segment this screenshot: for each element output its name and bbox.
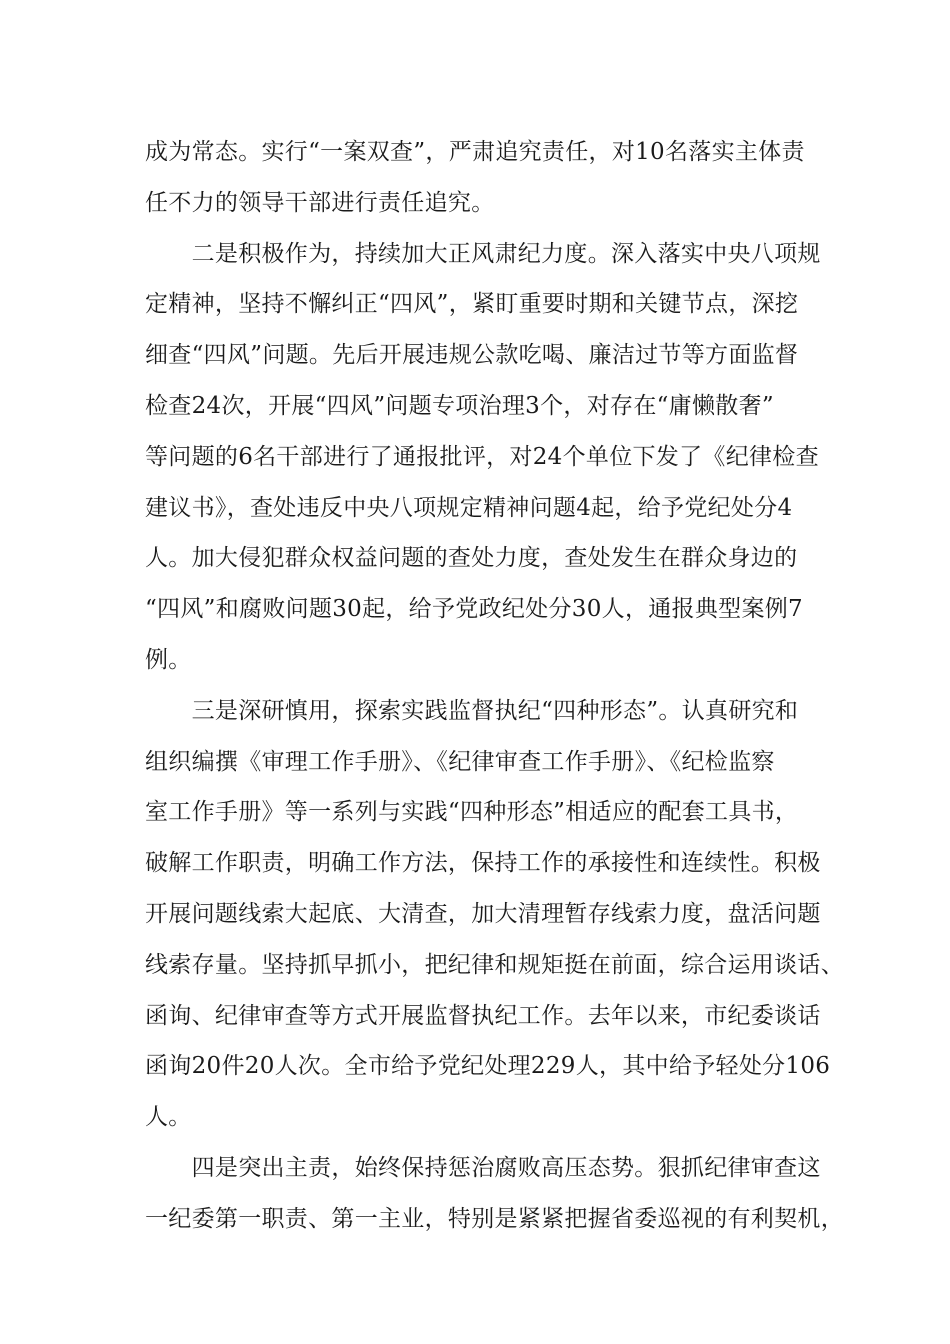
text-line: 开展问题线索大起底、大清查，加大清理暂存线索力度，盘活问题: [145, 900, 821, 927]
text-line: 组织编撰《审理工作手册》、《纪律审查工作手册》、《纪检监察: [145, 748, 775, 775]
text-line: 函询20件20人次。全市给予党纪处理229人，其中给予轻处分106: [145, 1053, 831, 1080]
text-line: 建议书》，查处违反中央八项规定精神问题4起，给予党纪处分4: [145, 494, 793, 521]
text-line: 例。: [145, 646, 192, 673]
document-body: [145, 127, 844, 1245]
text-line: 函询、纪律审查等方式开展监督执纪工作。去年以来，市纪委谈话: [145, 1002, 821, 1029]
text-line: 三是深研慎用，探索实践监督执纪“四种形态”。认真研究和: [145, 697, 799, 724]
text-line: 定精神，坚持不懈纠正“四风”，紧盯重要时期和关键节点，深挖: [145, 291, 799, 318]
text-line: 等问题的6名干部进行了通报批评，对24个单位下发了《纪律检查: [145, 443, 819, 470]
text-line: “四风”和腐败问题30起，给予党政纪处分30人，通报典型案例7: [145, 596, 803, 623]
text-line: 二是积极作为，持续加大正风肃纪力度。深入落实中央八项规: [145, 240, 821, 267]
text-line: 成为常态。实行“一案双查”，严肃追究责任，对10名落实主体责: [145, 139, 805, 165]
text-line: 一纪委第一职责、第一主业，特别是紧紧把握省委巡视的有利契机，: [145, 1205, 844, 1232]
text-line: 室工作手册》等一系列与实践“四种形态”相适应的配套工具书，: [145, 799, 799, 826]
text-line: 人。: [145, 1104, 192, 1131]
text-line: 四是突出主责，始终保持惩治腐败高压态势。狠抓纪律审查这: [145, 1154, 821, 1181]
text-line: 任不力的领导干部进行责任追究。: [145, 189, 495, 216]
text-line: 破解工作职责，明确工作方法，保持工作的承接性和连续性。积极: [145, 850, 821, 877]
text-line: 细查“四风”问题。先后开展违规公款吃喝、廉洁过节等方面监督: [145, 342, 799, 369]
text-line: 线索存量。坚持抓早抓小，把纪律和规矩挺在前面，综合运用谈话、: [145, 951, 844, 978]
text-line: 人。加大侵犯群众权益问题的查处力度，查处发生在群众身边的: [145, 545, 798, 572]
text-line: 检查24次，开展“四风”问题专项治理3个，对存在“庸懒散奢”: [145, 392, 774, 419]
